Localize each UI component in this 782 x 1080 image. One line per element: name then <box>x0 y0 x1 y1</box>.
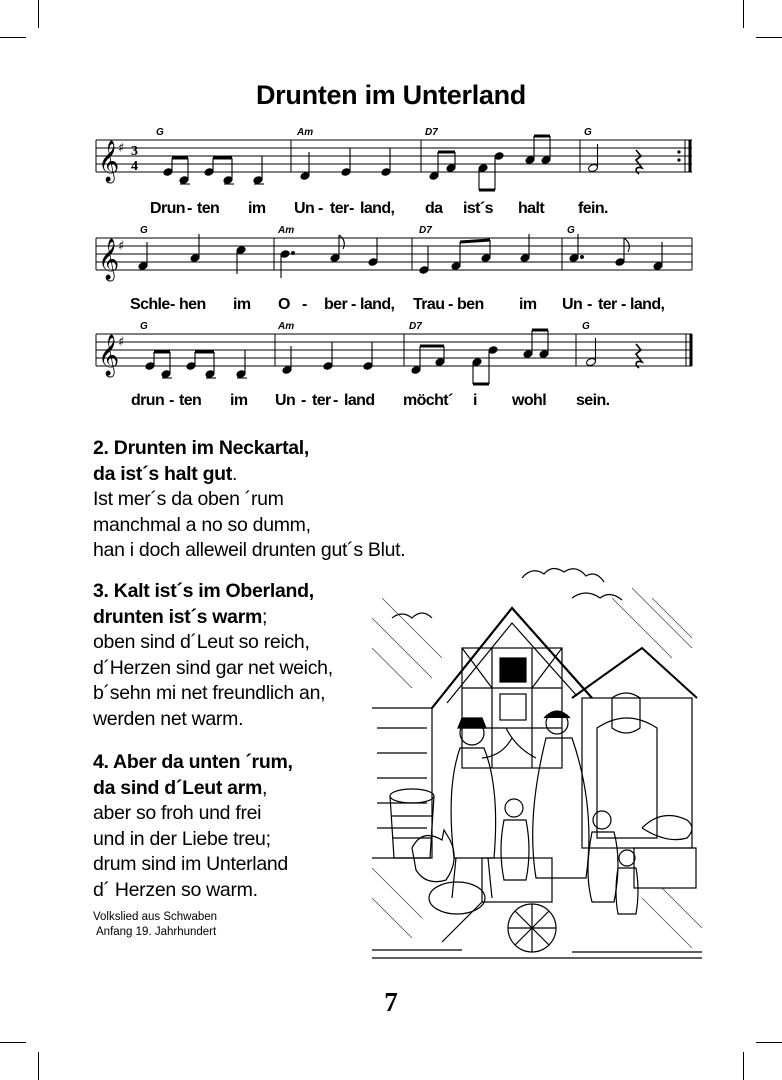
lyric-syllable: ber <box>324 296 348 313</box>
lyric-syllable: - <box>187 200 192 217</box>
verse-heading: 4. Aber da unten ´rum, <box>93 751 293 773</box>
lyric-syllable: Drun <box>150 200 185 217</box>
crop-mark <box>0 1042 26 1043</box>
verse-2 <box>93 436 405 564</box>
lyric-syllable: im <box>233 296 251 313</box>
svg-text:D7: D7 <box>425 127 438 138</box>
lyric-syllable: im <box>248 200 266 217</box>
treble-clef-icon: 𝄞 <box>98 335 120 376</box>
lyric-syllable: land, <box>360 296 395 313</box>
svg-text:D7: D7 <box>409 321 422 332</box>
lyric-syllable: land, <box>360 200 395 217</box>
lyric-syllable: Schle <box>130 296 170 313</box>
svg-text:Am: Am <box>278 225 295 236</box>
staff-notation <box>88 322 698 386</box>
svg-text:Am: Am <box>278 321 295 332</box>
lyric-syllable: Trau <box>413 296 445 313</box>
verse-punctuation: ; <box>262 605 268 628</box>
lyric-syllable: - <box>302 296 307 313</box>
music-staff-1 <box>88 127 698 217</box>
lyric-syllable: ist´s <box>463 200 493 217</box>
lyric-syllable: sein. <box>576 392 610 409</box>
verse-heading: da sind d´Leut arm <box>93 776 263 799</box>
lyric-syllable: ten <box>197 200 220 217</box>
verse-line: und in der Liebe treu; <box>93 827 271 850</box>
verse-line: drum sind im Unterland <box>93 853 288 875</box>
lyric-syllable: - <box>318 200 323 217</box>
lyric-syllable: - <box>351 296 356 313</box>
svg-text:♯: ♯ <box>118 141 125 156</box>
music-staff-2 <box>88 225 698 313</box>
lyric-syllable: ter <box>598 296 617 313</box>
crop-mark <box>0 37 26 38</box>
lyric-syllable: da <box>425 200 443 217</box>
svg-text:♯: ♯ <box>118 239 125 254</box>
verse-4 <box>93 750 293 903</box>
lyric-syllable: ter <box>330 200 349 217</box>
staff-notation <box>88 226 698 290</box>
lyric-syllable: ben <box>457 296 484 313</box>
verse-line: b´sehn mi net freundlich an, <box>93 682 326 704</box>
lyric-syllable: O <box>278 296 290 313</box>
crop-mark <box>756 1042 782 1043</box>
lyric-syllable: land, <box>630 296 665 313</box>
lyric-syllable: fein. <box>578 200 608 217</box>
song-credit <box>93 910 217 940</box>
crop-mark <box>38 0 39 28</box>
lyric-syllable: halt <box>518 200 545 217</box>
song-title: Drunten im Unterland <box>255 80 526 110</box>
svg-text:G: G <box>140 225 148 236</box>
svg-text:4: 4 <box>131 159 138 174</box>
lyric-syllable: Un <box>562 296 583 313</box>
verse-line: aber so froh und frei <box>93 802 262 824</box>
lyric-syllable: möcht´ <box>403 392 453 409</box>
svg-text:G: G <box>156 127 164 138</box>
lyric-syllable: im <box>519 296 537 313</box>
treble-clef-icon: 𝄞 <box>98 141 120 182</box>
verse-3 <box>93 579 333 732</box>
crop-mark <box>743 1052 744 1080</box>
verse-heading: 2. Drunten im Neckartal, <box>93 437 310 459</box>
lyric-syllable: drun <box>131 392 165 409</box>
lyric-syllable: - <box>621 296 626 313</box>
svg-text:G: G <box>567 225 575 236</box>
verse-line: manchmal a no so dumm, <box>93 513 311 536</box>
lyric-syllable: - <box>170 296 175 313</box>
crop-mark <box>743 0 744 28</box>
credit-origin: Volkslied aus Schwaben <box>93 911 218 923</box>
svg-text:G: G <box>582 321 590 332</box>
lyric-syllable: hen <box>179 296 206 313</box>
credit-era: Anfang 19. Jahrhundert <box>96 926 217 938</box>
svg-text:G: G <box>584 127 592 138</box>
verse-line: d´Herzen sind gar net weich, <box>93 656 333 679</box>
verse-heading: da ist´s halt gut <box>93 462 232 485</box>
lyric-syllable: - <box>333 392 338 409</box>
lyric-syllable: - <box>587 296 592 313</box>
lyric-syllable: - <box>349 200 354 217</box>
svg-text:3: 3 <box>131 144 138 159</box>
verse-line: han i doch alleweil drunten gut´s Blut. <box>93 539 406 561</box>
music-staff-3 <box>88 321 698 409</box>
lyric-syllable: Un <box>275 392 296 409</box>
verse-line: Ist mer´s da oben ´rum <box>93 488 284 510</box>
verse-heading: 3. Kalt ist´s im Oberland, <box>93 580 314 602</box>
lyric-syllable: - <box>169 392 174 409</box>
crop-mark <box>38 1052 39 1080</box>
lyric-syllable: im <box>230 392 248 409</box>
svg-text:♯: ♯ <box>118 335 125 350</box>
verse-line: d´ Herzen so warm. <box>93 878 258 901</box>
verse-line: werden net warm. <box>93 707 244 730</box>
page-number: 7 <box>384 987 398 1017</box>
lyric-syllable: i <box>473 392 477 409</box>
verse-punctuation: , <box>262 776 268 799</box>
crop-mark <box>756 37 782 38</box>
lyric-syllable: land <box>344 392 375 409</box>
lyric-syllable: ter <box>312 392 331 409</box>
verse-heading: drunten ist´s warm <box>93 605 263 628</box>
lyric-syllable: - <box>301 392 306 409</box>
village-scene-illustration <box>372 558 702 968</box>
treble-clef-icon: 𝄞 <box>98 239 120 280</box>
lyric-syllable: Un <box>294 200 315 217</box>
svg-text:G: G <box>140 321 148 332</box>
svg-text:D7: D7 <box>419 225 432 236</box>
verse-punctuation: . <box>232 462 238 485</box>
verse-line: oben sind d´Leut so reich, <box>93 631 310 653</box>
lyric-syllable: ten <box>179 392 202 409</box>
lyric-syllable: wohl <box>512 392 547 409</box>
lyric-syllable: - <box>448 296 453 313</box>
staff-notation <box>88 128 698 192</box>
svg-text:Am: Am <box>297 127 314 138</box>
